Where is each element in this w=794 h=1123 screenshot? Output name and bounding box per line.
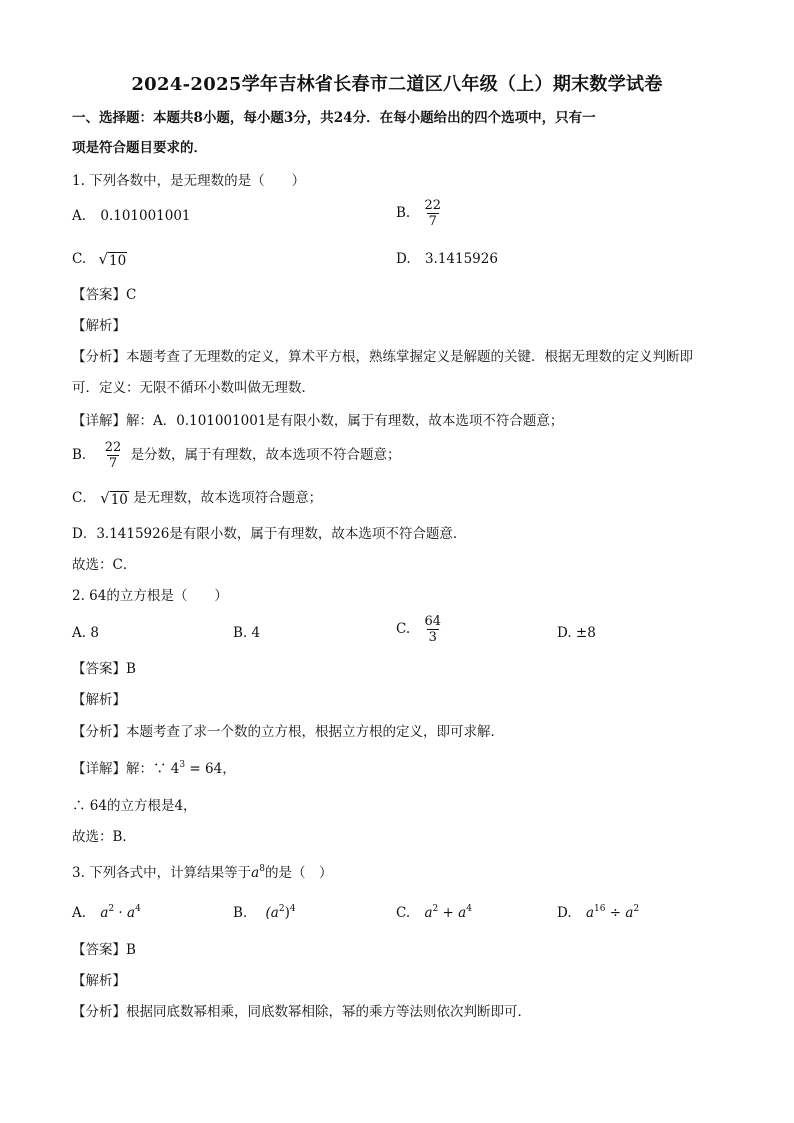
q1-option-c <box>72 249 127 269</box>
q2-analysis-tag: 【解析】 <box>72 692 126 708</box>
q2-option-d: D. ±8 <box>557 625 596 641</box>
q3-option-a <box>72 903 141 923</box>
sqrt-sign-icon: √ <box>100 489 110 507</box>
q2-option-c-label: C. <box>396 621 411 637</box>
expr-exponent: 2 <box>432 904 439 914</box>
expr-operator: · <box>114 905 128 921</box>
q3-option-d-expr <box>586 905 639 921</box>
fraction-denominator: 7 <box>428 214 437 229</box>
q1-fenxi-line-1: 【分析】本题考查了无理数的定义，算术平方根，熟练掌握定义是解题的关键．根据无理数的定义判断即 <box>72 349 693 365</box>
q1-option-a <box>72 206 191 226</box>
sqrt-radicand: 10 <box>110 492 128 508</box>
q1-option-a-label: A. <box>72 208 87 224</box>
q1-detail-d: D．3.1415926是有限小数，属于有理数，故本选项不符合题意． <box>72 526 467 542</box>
q2-option-c <box>396 614 446 645</box>
expr-base: a <box>458 905 467 921</box>
expr-base: (a <box>265 905 279 921</box>
q3-stem-base: a <box>251 865 260 881</box>
q1-option-d-value: 3.1415926 <box>424 251 498 267</box>
q2-fenxi: 【分析】本题考查了求一个数的立方根，根据立方根的定义，即可求解． <box>72 724 504 740</box>
q2-detail <box>72 759 236 779</box>
section-heading-line-1: 一、选择题：本题共8小题，每小题3分，共24分．在每小题给出的四个选项中，只有一 <box>72 110 596 126</box>
sqrt-sign-icon: √ <box>98 250 108 268</box>
q1-detail-c-sqrt <box>100 489 129 508</box>
q2-option-c-fraction <box>422 614 443 645</box>
fraction-denominator: 3 <box>428 630 437 645</box>
expr-exponent: 4 <box>466 904 472 914</box>
q1-detail-b <box>72 440 401 471</box>
page-title: 2024-2025学年吉林省长春市二道区八年级（上）期末数学试卷 <box>131 74 663 95</box>
q3-option-b <box>233 903 296 923</box>
section-heading-line-2: 项是符合题目要求的． <box>72 140 207 156</box>
fraction-numerator: 22 <box>104 440 122 455</box>
q1-option-c-label: C. <box>72 251 87 267</box>
q1-detail-c-suffix: 是无理数，故本选项符合题意； <box>133 490 323 506</box>
q3-option-a-label: A. <box>72 905 87 921</box>
expr-exponent: 16 <box>594 904 606 914</box>
expr-exponent: 2 <box>633 904 640 914</box>
q2-choose: 故选：B． <box>72 829 136 845</box>
expr-base: a <box>127 905 136 921</box>
q2-detail-suffix: = 64， <box>185 761 236 777</box>
q1-detail-c <box>72 488 322 508</box>
q1-answer: 【答案】C <box>72 287 137 303</box>
q2-answer: 【答案】B <box>72 661 136 677</box>
expr-operator: ÷ <box>605 905 626 921</box>
expr-exponent: 4 <box>135 904 141 914</box>
q3-option-a-expr <box>100 905 140 921</box>
q3-option-c <box>396 903 472 923</box>
q1-option-d <box>396 249 498 269</box>
q3-option-b-expr <box>266 905 296 921</box>
q3-option-c-expr <box>424 905 472 921</box>
q3-answer: 【答案】B <box>72 942 136 958</box>
q3-stem-suffix: 的是（ ） <box>264 865 333 881</box>
expr-base: a <box>585 905 594 921</box>
q3-option-b-label: B. <box>233 905 248 921</box>
sqrt-radicand: 10 <box>109 253 127 269</box>
q3-stem <box>72 863 332 883</box>
q3-option-d <box>557 903 639 923</box>
fraction-numerator: 64 <box>424 614 441 629</box>
q2-detail-prefix: 【详解】解：∵ 4 <box>72 761 180 777</box>
q2-therefore: ∴ 64的立方根是4， <box>72 798 197 814</box>
q3-fenxi: 【分析】根据同底数幂相乘，同底数幂相除，幂的乘方等法则依次判断即可． <box>72 1004 531 1020</box>
q3-stem-prefix: 3. 下列各式中，计算结果等于 <box>72 865 252 881</box>
q3-stem-exponent: 8 <box>259 864 265 874</box>
q1-option-b-label: B. <box>396 205 411 221</box>
q1-option-d-label: D. <box>396 251 411 267</box>
q2-detail-exponent: 3 <box>179 760 186 770</box>
q1-detail-c-prefix: C． <box>72 490 96 506</box>
q2-stem: 2. 64的立方根是（ ） <box>72 588 228 604</box>
expr-base: a <box>625 905 634 921</box>
q3-option-c-label: C. <box>396 905 411 921</box>
q1-detail-a: 【详解】解：A．0.101001001是有限小数，属于有理数，故本选项不符合题意； <box>72 413 564 429</box>
expr-exponent: 2 <box>278 904 285 914</box>
expr-paren: ) <box>284 905 290 921</box>
q1-option-c-sqrt <box>98 250 127 269</box>
fraction-denominator: 7 <box>108 456 118 471</box>
expr-exponent: 4 <box>289 904 296 914</box>
expr-base: a <box>424 905 433 921</box>
q1-choose: 故选：C． <box>72 557 137 573</box>
q1-detail-b-suffix: 是分数，属于有理数，故本选项不符合题意； <box>130 447 401 463</box>
q1-stem: 1. 下列各数中，是无理数的是（ ） <box>72 173 306 189</box>
expr-exponent: 2 <box>108 904 115 914</box>
q1-fenxi-line-2: 可．定义：无限不循环小数叫做无理数． <box>72 380 315 396</box>
q1-analysis-tag: 【解析】 <box>72 318 126 334</box>
q2-option-b: B. 4 <box>233 625 261 641</box>
q1-detail-b-fraction <box>103 440 124 471</box>
q3-option-d-label: D. <box>557 905 572 921</box>
q1-option-b <box>396 198 446 229</box>
q3-analysis-tag: 【解析】 <box>72 973 126 989</box>
expr-base: a <box>100 905 109 921</box>
fraction-numerator: 22 <box>424 198 442 213</box>
q2-option-a: A. 8 <box>72 625 99 641</box>
q1-option-b-fraction <box>423 198 444 229</box>
q1-option-a-value: 0.101001001 <box>100 208 191 224</box>
expr-operator: + <box>438 905 459 921</box>
q1-detail-b-prefix: B． <box>72 447 96 463</box>
